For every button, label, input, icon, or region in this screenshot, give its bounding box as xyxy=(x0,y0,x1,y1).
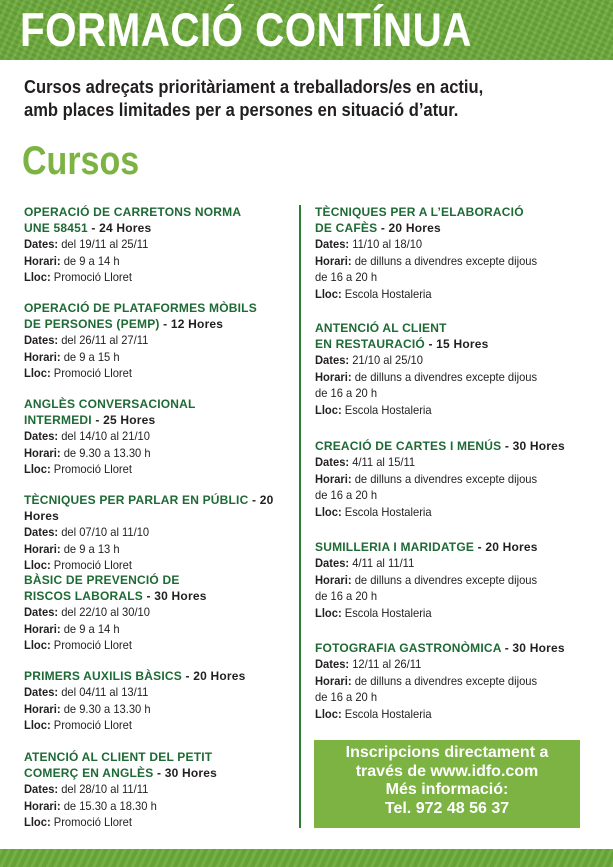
course-schedule xyxy=(24,253,280,270)
location-value: Promoció Lloret xyxy=(50,270,132,284)
course-title-line xyxy=(315,336,605,352)
dates-value: del 22/10 al 30/10 xyxy=(58,605,150,619)
course-hours: - 20 Hores xyxy=(24,493,274,523)
dates-label: Dates: xyxy=(24,525,59,539)
course-title xyxy=(24,396,299,428)
course-title-text: RISCOS LABORALS xyxy=(24,589,144,603)
course-title-line xyxy=(24,220,299,236)
course-item xyxy=(315,438,605,520)
dates-value: 21/10 al 25/10 xyxy=(349,353,423,367)
course-title-line xyxy=(315,438,605,454)
dates-label: Dates: xyxy=(24,429,59,443)
course-schedule xyxy=(24,798,280,815)
dates-label: Dates: xyxy=(315,353,350,367)
location-label: Lloc: xyxy=(24,270,51,284)
course-title-text: SUMILLERIA I MARIDATGE xyxy=(315,540,475,554)
course-location xyxy=(24,269,280,286)
course-location xyxy=(24,637,280,654)
course-schedule xyxy=(24,621,280,638)
dates-value: 11/10 al 18/10 xyxy=(349,237,423,251)
location-label: Lloc: xyxy=(24,558,51,572)
location-value: Escola Hostaleria xyxy=(341,605,432,620)
course-item xyxy=(24,572,299,654)
course-hours: - 30 Hores xyxy=(153,766,217,780)
schedule-value: de dilluns a divendres excepte dijous xyxy=(351,673,538,688)
schedule-label: Horari: xyxy=(24,253,61,268)
course-title-text: CREACIÓ DE CARTES I MENÚS xyxy=(315,439,502,453)
location-value: Escola Hostaleria xyxy=(341,706,432,721)
schedule-label: Horari: xyxy=(315,673,352,688)
schedule-label: Horari: xyxy=(24,445,61,460)
schedule-value: de dilluns a divendres excepte dijous xyxy=(351,369,538,384)
course-schedule xyxy=(315,369,585,386)
course-schedule-hours: de 16 a 20 h xyxy=(315,589,378,603)
course-item xyxy=(24,300,299,382)
schedule-value: de 9 a 14 h xyxy=(60,253,120,268)
location-value: Promoció Lloret xyxy=(50,638,132,652)
course-dates xyxy=(315,555,585,572)
schedule-value: de 9.30 a 13.30 h xyxy=(60,445,151,460)
course-hours: - 20 Hores xyxy=(377,221,441,235)
course-hours: - 15 Hores xyxy=(424,337,489,351)
course-dates xyxy=(315,454,585,471)
dates-label: Dates: xyxy=(24,685,59,699)
section-title: Cursos xyxy=(22,139,140,183)
location-label: Lloc: xyxy=(24,462,51,476)
course-dates xyxy=(315,352,585,369)
course-title-text: COMERÇ EN ANGLÈS xyxy=(24,766,154,780)
course-item xyxy=(315,640,605,722)
schedule-label: Horari: xyxy=(315,253,352,268)
course-title-text: UNE 58451 xyxy=(24,221,88,235)
schedule-value: de dilluns a divendres excepte dijous xyxy=(351,471,538,486)
dates-label: Dates: xyxy=(24,605,59,619)
course-location xyxy=(315,402,585,419)
course-location xyxy=(315,504,585,521)
course-title-line xyxy=(24,588,299,604)
info-line-3: Més informació: xyxy=(385,781,509,798)
course-title-line xyxy=(315,220,605,236)
course-title xyxy=(24,749,299,781)
course-dates xyxy=(24,332,280,349)
course-title-line: ANTENCIÓ AL CLIENT xyxy=(315,321,447,335)
course-title-line: OPERACIÓ DE PLATAFORMES MÒBILS xyxy=(24,301,257,315)
course-hours: - 25 Hores xyxy=(91,413,156,427)
course-title-line: ANGLÈS CONVERSACIONAL xyxy=(24,397,196,411)
location-value: Promoció Lloret xyxy=(50,558,132,572)
location-label: Lloc: xyxy=(315,605,342,620)
schedule-value: de 15.30 a 18.30 h xyxy=(60,798,157,813)
course-schedule xyxy=(24,541,280,558)
course-hours: - 30 Hores xyxy=(143,589,207,603)
course-item xyxy=(24,396,299,478)
course-item xyxy=(24,492,299,574)
location-label: Lloc: xyxy=(24,366,51,380)
course-item xyxy=(315,320,605,418)
dates-value: 4/11 al 15/11 xyxy=(349,455,416,469)
course-dates xyxy=(315,656,585,673)
location-label: Lloc: xyxy=(24,638,51,652)
course-item xyxy=(315,204,605,302)
location-value: Escola Hostaleria xyxy=(341,402,432,417)
dates-value: 4/11 al 11/11 xyxy=(349,556,415,570)
course-hours: - 12 Hores xyxy=(159,317,224,331)
course-title xyxy=(24,300,299,332)
location-label: Lloc: xyxy=(315,706,342,721)
course-title-text: TÈCNIQUES PER PARLAR EN PÚBLIC xyxy=(24,493,249,507)
schedule-value: de dilluns a divendres excepte dijous xyxy=(351,253,538,268)
info-line-2: través de www.idfo.com xyxy=(355,762,539,780)
schedule-value: de 9 a 13 h xyxy=(60,541,120,556)
location-value: Promoció Lloret xyxy=(50,815,132,829)
location-value: Promoció Lloret xyxy=(50,462,132,476)
location-label: Lloc: xyxy=(315,286,342,301)
course-hours: - 30 Hores xyxy=(501,439,565,453)
info-line-1: Inscripcions directament a xyxy=(345,744,549,761)
course-title-text: PRIMERS AUXILIS BÀSICS xyxy=(24,669,182,683)
page-title: FORMACIÓ CONTÍNUA xyxy=(20,3,472,56)
course-title xyxy=(315,320,605,352)
dates-value: del 28/10 al 11/11 xyxy=(58,782,149,796)
course-dates xyxy=(315,236,585,253)
dates-value: del 19/11 al 25/11 xyxy=(58,237,149,251)
dates-value: del 07/10 al 11/10 xyxy=(58,525,150,539)
registration-info-box xyxy=(314,740,580,828)
schedule-label: Horari: xyxy=(24,798,61,813)
course-title-text: EN RESTAURACIÓ xyxy=(315,337,425,351)
course-schedule-hours: de 16 a 20 h xyxy=(315,386,378,400)
dates-value: del 14/10 al 21/10 xyxy=(58,429,150,443)
intro-text xyxy=(24,76,548,122)
schedule-label: Horari: xyxy=(315,369,352,384)
course-title-text: FOTOGRAFIA GASTRONÒMICA xyxy=(315,641,502,655)
dates-label: Dates: xyxy=(24,782,59,796)
course-title-line: TÈCNIQUES PER A L’ELABORACIÓ xyxy=(315,205,524,219)
location-label: Lloc: xyxy=(315,504,342,519)
course-schedule-hours: de 16 a 20 h xyxy=(315,488,378,502)
course-location xyxy=(315,286,585,303)
course-hours: - 30 Hores xyxy=(501,641,565,655)
course-dates xyxy=(24,236,280,253)
course-schedule xyxy=(315,471,585,488)
location-label: Lloc: xyxy=(24,718,51,732)
course-title xyxy=(315,539,605,555)
course-title xyxy=(24,492,299,524)
course-title-text: INTERMEDI xyxy=(24,413,92,427)
schedule-label: Horari: xyxy=(24,621,61,636)
course-item xyxy=(24,749,299,831)
course-schedule xyxy=(315,673,585,690)
dates-label: Dates: xyxy=(24,333,59,347)
schedule-label: Horari: xyxy=(24,701,61,716)
dates-label: Dates: xyxy=(24,237,59,251)
dates-label: Dates: xyxy=(315,556,350,570)
dates-value: del 04/11 al 13/11 xyxy=(58,685,149,699)
course-title-line xyxy=(24,316,299,332)
course-schedule xyxy=(24,349,280,366)
course-title-line xyxy=(24,765,299,781)
course-title-line xyxy=(315,539,605,555)
schedule-value: de dilluns a divendres excepte dijous xyxy=(351,572,538,587)
course-item xyxy=(24,668,299,734)
schedule-value: de 9 a 14 h xyxy=(60,621,120,636)
course-schedule xyxy=(24,701,280,718)
course-title xyxy=(24,572,299,604)
course-title xyxy=(315,438,605,454)
course-title-line: BÀSIC DE PREVENCIÓ DE xyxy=(24,573,180,587)
course-dates xyxy=(24,524,280,541)
course-schedule xyxy=(315,253,585,270)
course-title xyxy=(24,668,299,684)
course-title xyxy=(315,640,605,656)
schedule-value: de 9 a 15 h xyxy=(60,349,120,364)
course-hours: - 20 Hores xyxy=(181,669,246,683)
course-schedule-hours: de 16 a 20 h xyxy=(315,690,378,704)
schedule-label: Horari: xyxy=(24,541,61,556)
intro-line-1: Cursos adreçats prioritàriament a treballadors/es en actiu, xyxy=(24,77,484,97)
location-label: Lloc: xyxy=(315,402,342,417)
intro-line-2: amb places limitades per a persones en situació d’atur. xyxy=(24,100,459,120)
footer-band xyxy=(0,849,613,867)
course-location xyxy=(24,717,280,734)
course-dates xyxy=(24,781,280,798)
dates-value: 12/11 al 26/11 xyxy=(349,657,422,671)
location-value: Escola Hostaleria xyxy=(341,286,432,301)
schedule-label: Horari: xyxy=(315,572,352,587)
course-title-text: DE CAFÈS xyxy=(315,221,378,235)
schedule-label: Horari: xyxy=(315,471,352,486)
course-schedule xyxy=(315,572,585,589)
course-title-line xyxy=(315,640,605,656)
location-value: Escola Hostaleria xyxy=(341,504,432,519)
dates-label: Dates: xyxy=(315,455,350,469)
dates-value: del 26/11 al 27/11 xyxy=(58,333,149,347)
course-hours: - 24 Hores xyxy=(87,221,152,235)
course-dates xyxy=(24,604,280,621)
course-location xyxy=(24,461,280,478)
schedule-value: de 9.30 a 13.30 h xyxy=(60,701,151,716)
course-title-line: OPERACIÓ DE CARRETONS NORMA xyxy=(24,205,242,219)
course-schedule xyxy=(24,445,280,462)
course-hours: - 20 Hores xyxy=(474,540,538,554)
course-title xyxy=(24,204,299,236)
course-title xyxy=(315,204,605,236)
location-value: Promoció Lloret xyxy=(50,366,132,380)
course-title-line xyxy=(24,412,299,428)
course-title-text: DE PERSONES (PEMP) xyxy=(24,317,160,331)
course-title-line xyxy=(24,492,299,524)
location-value: Promoció Lloret xyxy=(50,718,132,732)
course-item xyxy=(315,539,605,621)
course-schedule-hours: de 16 a 20 h xyxy=(315,270,378,284)
dates-label: Dates: xyxy=(315,657,350,671)
course-location xyxy=(315,706,585,723)
course-location xyxy=(24,814,280,831)
course-location xyxy=(315,605,585,622)
course-item xyxy=(24,204,299,286)
schedule-label: Horari: xyxy=(24,349,61,364)
course-dates xyxy=(24,428,280,445)
dates-label: Dates: xyxy=(315,237,350,251)
column-divider xyxy=(299,205,301,828)
location-label: Lloc: xyxy=(24,815,51,829)
course-location xyxy=(24,365,280,382)
info-line-4: Tel. 972 48 56 37 xyxy=(384,799,510,817)
course-title-line xyxy=(24,668,299,684)
course-dates xyxy=(24,684,280,701)
course-title-line: ATENCIÓ AL CLIENT DEL PETIT xyxy=(24,750,213,764)
